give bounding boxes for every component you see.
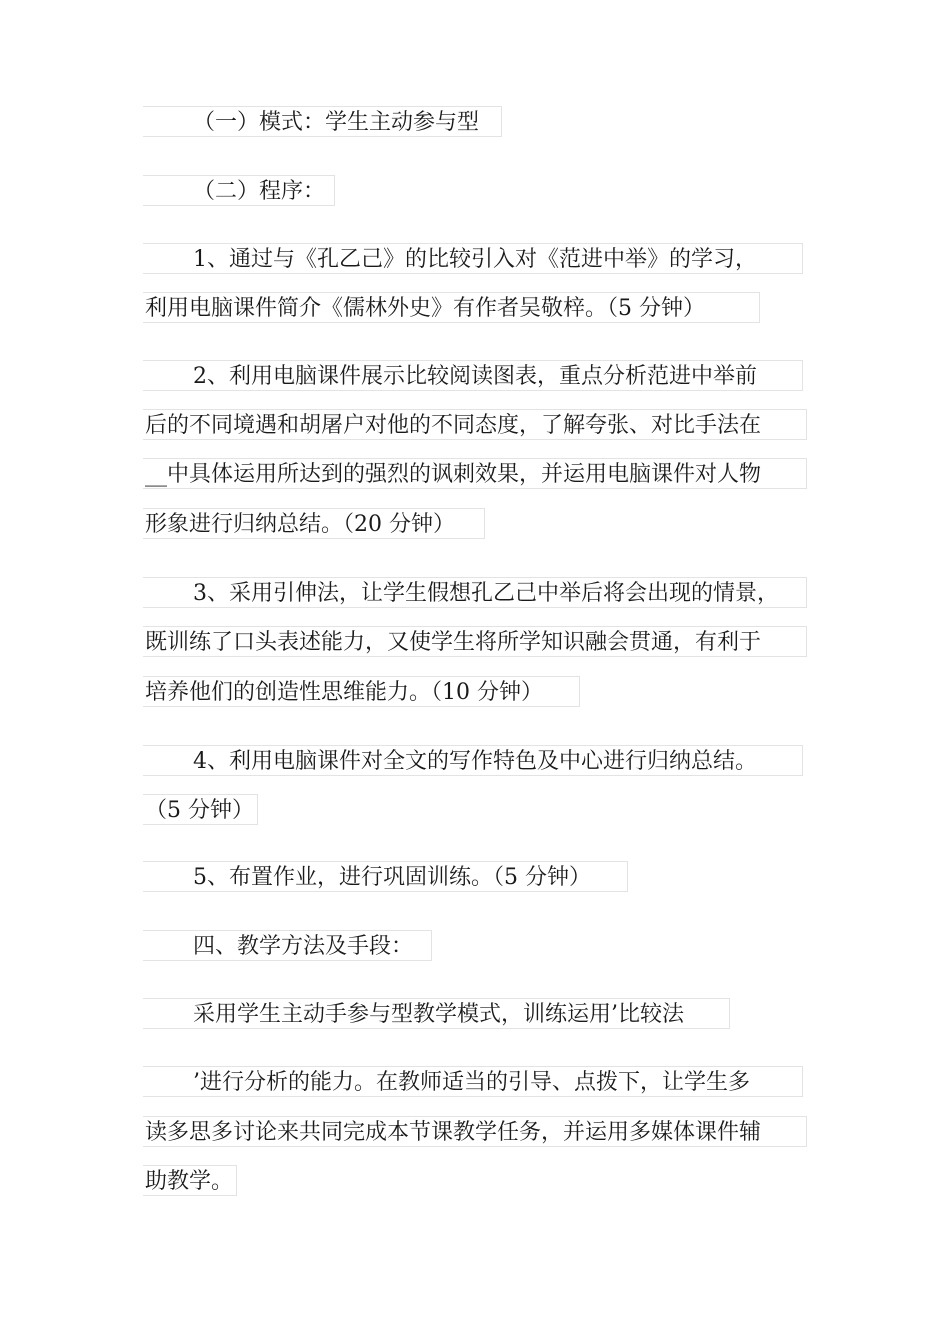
text-line-step5: 5、布置作业，进行巩固训练。（5 分钟）: [143, 861, 628, 892]
text-line-step3-c: 培养他们的创造性思维能力。（10 分钟）: [143, 676, 580, 707]
text-line-step2-a: 2、利用电脑课件展示比较阅读图表，重点分析范进中举前: [143, 360, 803, 391]
text-line-procedure: （二）程序：: [143, 175, 335, 206]
text-line-step3-b: 既训练了口头表述能力，又使学生将所学知识融会贯通，有利于: [143, 626, 807, 657]
text-line-step1-a: 1、通过与《孔乙己》的比较引入对《范进中举》的学习，: [143, 243, 803, 274]
text-line-step3-a: 3、采用引伸法，让学生假想孔乙己中举后将会出现的情景，: [143, 577, 807, 608]
text-line-step4-a: 4、利用电脑课件对全文的写作特色及中心进行归纳总结。: [143, 745, 803, 776]
text-line-methods-d: 助教学。: [143, 1165, 237, 1196]
text-line-step1-b: 利用电脑课件简介《儒林外史》有作者吴敬梓。（5 分钟）: [143, 292, 760, 323]
text-line-step4-b: （5 分钟）: [143, 794, 258, 825]
text-line-methods-c: 读多思多讨论来共同完成本节课教学任务，并运用多媒体课件辅: [143, 1116, 807, 1147]
text-line-step2-c: __中具体运用所达到的强烈的讽刺效果，并运用电脑课件对人物: [143, 458, 807, 489]
text-line-step2-d: 形象进行归纳总结。（20 分钟）: [143, 508, 485, 539]
text-line-methods-a: 采用学生主动手参与型教学模式，训练运用’比较法: [143, 998, 730, 1029]
text-line-step2-b: 后的不同境遇和胡屠户对他的不同态度，了解夸张、对比手法在: [143, 409, 807, 440]
text-line-methods-b: ’进行分析的能力。在教师适当的引导、点拨下，让学生多: [143, 1066, 803, 1097]
text-line-mode: （一）模式：学生主动参与型: [143, 106, 502, 137]
section-heading-methods: 四、教学方法及手段：: [143, 930, 432, 961]
